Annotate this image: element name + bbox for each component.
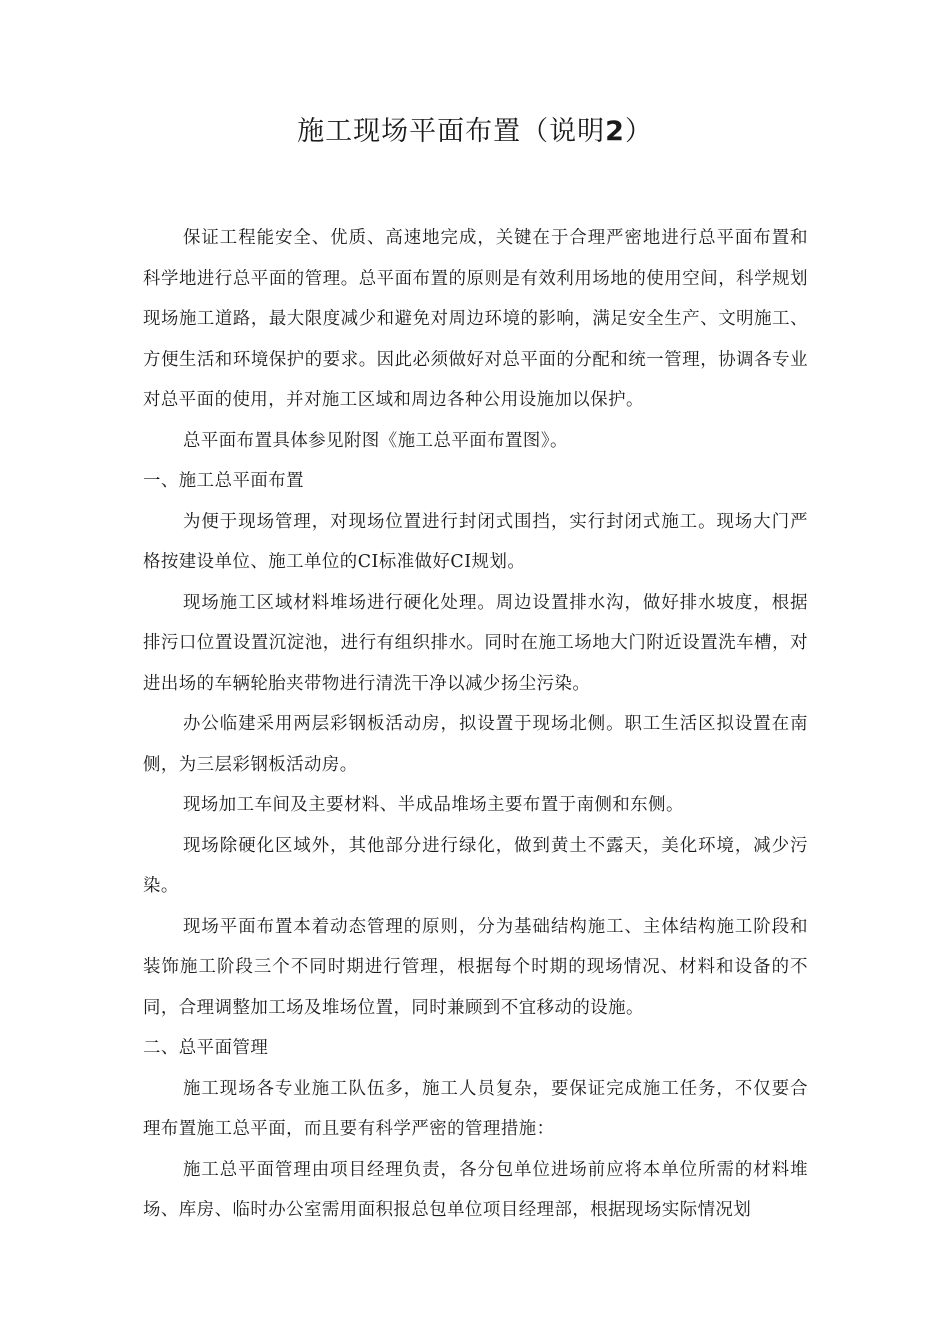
paragraph-reference: 总平面布置具体参见附图《施工总平面布置图》。: [183, 430, 568, 451]
title-text: 施工现场平面布置（说明: [297, 116, 606, 147]
paragraph-hardening: 现场施工区域材料堆场进行硬化处理。周边设置排水沟，做好排水坡度，根据排污口位置设置沉淀池，进行有组织排水。同时在施工场地大门附近设置洗车槽，对进出场的车辆轮胎夹带物进行清洗干净以减少扬尘污染。: [143, 592, 808, 694]
paragraph-enclosure: 为便于现场管理，对现场位置进行封闭式围挡，实行封闭式施工。现场大门严格按建设单位、施工单位的CI标准做好CI规划。: [143, 511, 808, 572]
section-heading-layout: 一、施工总平面布置: [143, 471, 305, 491]
paragraph-intro: 保证工程能安全、优质、高速地完成，关键在于合理严密地进行总平面布置和科学地进行总平面的管理。总平面布置的原则是有效利用场地的使用空间，科学规划现场施工道路，最大限度减少和避免对周边环境的影响，满足安全生产、文明施工、方便生活和环境保护的要求。因此必须做好对总平面的分配和统一管理，协调各专业对总平面的使用，并对施工区域和周边各种公用设施加以保护。: [143, 228, 808, 410]
paragraph-greening: 现场除硬化区域外，其他部分进行绿化，做到黄土不露天，美化环境，减少污染。: [143, 835, 808, 896]
paragraph-responsibility: 施工总平面管理由项目经理负责，各分包单位进场前应将本单位所需的材料堆场、库房、临时办公室需用面积报总包单位项目经理部，根据现场实际情况划: [143, 1159, 808, 1220]
paragraph-dynamic-management: 现场平面布置本着动态管理的原则，分为基础结构施工、主体结构施工阶段和装饰施工阶段三个不同时期进行管理，根据每个时期的现场情况、材料和设备的不同，合理调整加工场及堆场位置，同时兼顾到不宜移动的设施。: [143, 916, 808, 1018]
paragraph-teams: 施工现场各专业施工队伍多，施工人员复杂，要保证完成施工任务，不仅要合理布置施工总平面，而且要有科学严密的管理措施：: [143, 1078, 808, 1139]
paragraph-offices: 办公临建采用两层彩钢板活动房，拟设置于现场北侧。职工生活区拟设置在南侧，为三层彩钢板活动房。: [143, 714, 808, 775]
section-heading-management: 二、总平面管理: [143, 1038, 269, 1058]
document-body: [143, 218, 808, 1231]
document-title: [0, 112, 950, 152]
paragraph-workshops: 现场加工车间及主要材料、半成品堆场主要布置于南侧和东侧。: [183, 795, 684, 815]
title-number: 2: [605, 116, 625, 147]
title-close-paren: ）: [624, 116, 653, 147]
